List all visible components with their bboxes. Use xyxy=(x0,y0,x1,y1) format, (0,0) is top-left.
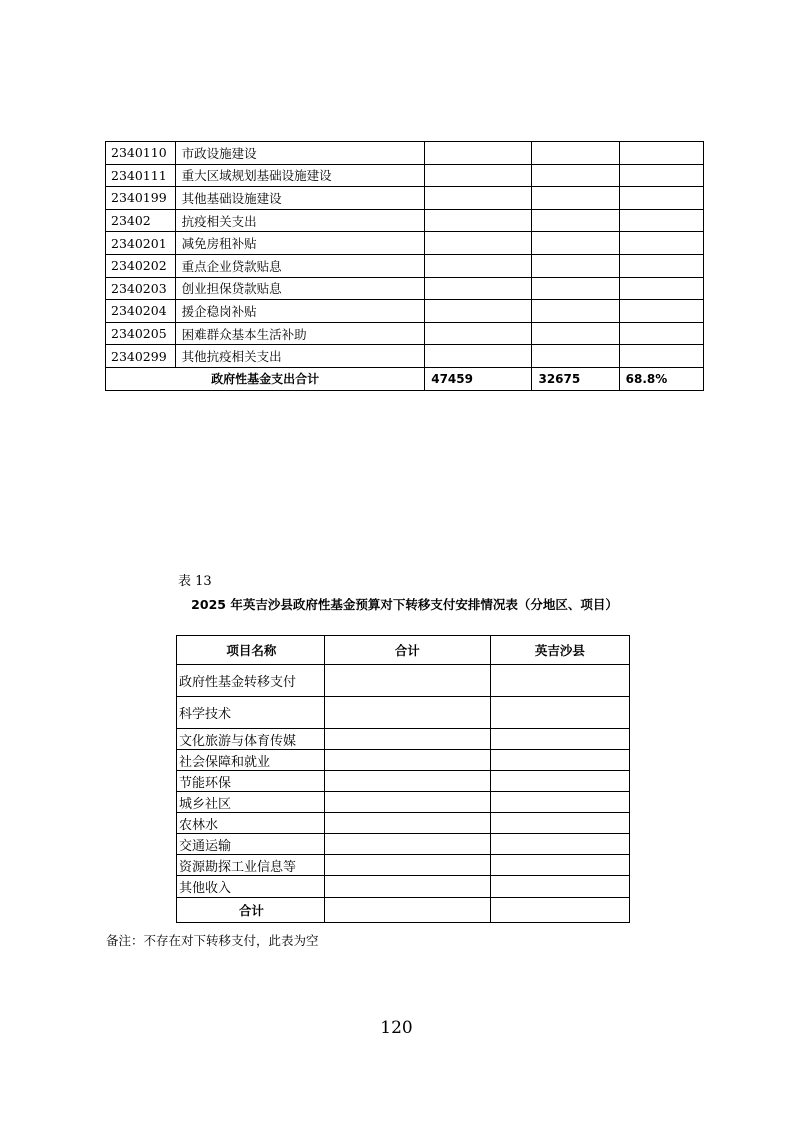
row-name: 抗疫相关支出 xyxy=(175,209,425,232)
cell-empty xyxy=(490,876,629,898)
cell-empty xyxy=(619,322,703,345)
row-name: 其他基础设施建设 xyxy=(175,187,425,210)
table-row xyxy=(177,792,630,813)
cell-empty xyxy=(425,277,532,300)
cell-empty xyxy=(532,209,619,232)
cell-empty xyxy=(490,729,629,750)
cell-empty xyxy=(532,345,619,368)
table-row xyxy=(106,164,704,187)
cell-empty xyxy=(490,665,629,697)
cell-empty xyxy=(490,855,629,876)
total-value-2: 32675 xyxy=(532,367,619,390)
table-row xyxy=(177,834,630,855)
cell-empty xyxy=(324,834,490,855)
total-label: 政府性基金支出合计 xyxy=(106,367,425,390)
table-row xyxy=(106,142,704,165)
cell-empty xyxy=(324,792,490,813)
row-label: 交通运输 xyxy=(177,834,325,855)
cell-empty xyxy=(324,771,490,792)
expenditure-table xyxy=(105,141,704,391)
cell-empty xyxy=(490,898,629,923)
row-name: 援企稳岗补贴 xyxy=(175,300,425,323)
row-name: 市政设施建设 xyxy=(175,142,425,165)
cell-empty xyxy=(490,697,629,729)
cell-empty xyxy=(425,345,532,368)
row-name: 困难群众基本生活补助 xyxy=(175,322,425,345)
row-label: 政府性基金转移支付 xyxy=(177,665,325,697)
footnote: 备注：不存在对下转移支付，此表为空 xyxy=(106,933,319,948)
table-row xyxy=(106,209,704,232)
row-name: 减免房租补贴 xyxy=(175,232,425,255)
cell-empty xyxy=(532,142,619,165)
cell-empty xyxy=(324,750,490,771)
header-total: 合计 xyxy=(324,636,490,665)
row-label: 资源勘探工业信息等 xyxy=(177,855,325,876)
row-code: 2340201 xyxy=(106,232,176,255)
table-title: 2025 年英吉沙县政府性基金预算对下转移支付安排情况表（分地区、项目） xyxy=(191,597,618,612)
row-code: 2340202 xyxy=(106,254,176,277)
cell-empty xyxy=(425,232,532,255)
row-label: 其他收入 xyxy=(177,876,325,898)
cell-empty xyxy=(324,876,490,898)
cell-empty xyxy=(425,142,532,165)
row-code: 2340205 xyxy=(106,322,176,345)
total-label: 合计 xyxy=(177,898,325,923)
table-row xyxy=(106,254,704,277)
cell-empty xyxy=(532,232,619,255)
cell-empty xyxy=(619,142,703,165)
cell-empty xyxy=(425,164,532,187)
cell-empty xyxy=(324,729,490,750)
header-item-name: 项目名称 xyxy=(177,636,325,665)
row-label: 科学技术 xyxy=(177,697,325,729)
cell-empty xyxy=(532,300,619,323)
cell-empty xyxy=(490,750,629,771)
cell-empty xyxy=(532,187,619,210)
row-label: 社会保障和就业 xyxy=(177,750,325,771)
cell-empty xyxy=(324,665,490,697)
cell-empty xyxy=(619,345,703,368)
total-row xyxy=(106,367,704,390)
cell-empty xyxy=(619,277,703,300)
row-code: 2340299 xyxy=(106,345,176,368)
total-row xyxy=(177,898,630,923)
cell-empty xyxy=(324,898,490,923)
cell-empty xyxy=(619,209,703,232)
cell-empty xyxy=(425,254,532,277)
cell-empty xyxy=(425,300,532,323)
table-row xyxy=(177,876,630,898)
page-number: 120 xyxy=(380,1018,413,1038)
row-code: 2340204 xyxy=(106,300,176,323)
cell-empty xyxy=(619,187,703,210)
table-row xyxy=(106,322,704,345)
row-name: 其他抗疫相关支出 xyxy=(175,345,425,368)
cell-empty xyxy=(490,813,629,834)
row-code: 2340110 xyxy=(106,142,176,165)
row-code: 23402 xyxy=(106,209,176,232)
table-row xyxy=(177,855,630,876)
row-name: 创业担保贷款贴息 xyxy=(175,277,425,300)
table-row xyxy=(177,813,630,834)
row-label: 农林水 xyxy=(177,813,325,834)
cell-empty xyxy=(619,164,703,187)
row-label: 城乡社区 xyxy=(177,792,325,813)
cell-empty xyxy=(532,277,619,300)
table-row xyxy=(106,345,704,368)
transfer-payment-table xyxy=(176,635,630,923)
table-row xyxy=(177,665,630,697)
table-row xyxy=(106,300,704,323)
cell-empty xyxy=(425,322,532,345)
total-value-3: 68.8% xyxy=(619,367,703,390)
table-row xyxy=(177,771,630,792)
table-row xyxy=(177,750,630,771)
cell-empty xyxy=(490,771,629,792)
cell-empty xyxy=(425,209,532,232)
cell-empty xyxy=(619,300,703,323)
row-label: 文化旅游与体育传媒 xyxy=(177,729,325,750)
cell-empty xyxy=(532,164,619,187)
cell-empty xyxy=(532,254,619,277)
table-caption: 表 13 xyxy=(178,574,212,589)
table-row xyxy=(177,729,630,750)
cell-empty xyxy=(324,697,490,729)
row-code: 2340199 xyxy=(106,187,176,210)
table-row xyxy=(106,187,704,210)
cell-empty xyxy=(619,254,703,277)
table-row xyxy=(106,277,704,300)
row-name: 重点企业贷款贴息 xyxy=(175,254,425,277)
cell-empty xyxy=(425,187,532,210)
cell-empty xyxy=(324,813,490,834)
row-code: 2340111 xyxy=(106,164,176,187)
cell-empty xyxy=(490,834,629,855)
cell-empty xyxy=(532,322,619,345)
table-row xyxy=(177,697,630,729)
cell-empty xyxy=(490,792,629,813)
row-code: 2340203 xyxy=(106,277,176,300)
row-name: 重大区域规划基础设施建设 xyxy=(175,164,425,187)
header-row xyxy=(177,636,630,665)
total-value-1: 47459 xyxy=(425,367,532,390)
row-label: 节能环保 xyxy=(177,771,325,792)
cell-empty xyxy=(324,855,490,876)
table-row xyxy=(106,232,704,255)
cell-empty xyxy=(619,232,703,255)
header-county: 英吉沙县 xyxy=(490,636,629,665)
